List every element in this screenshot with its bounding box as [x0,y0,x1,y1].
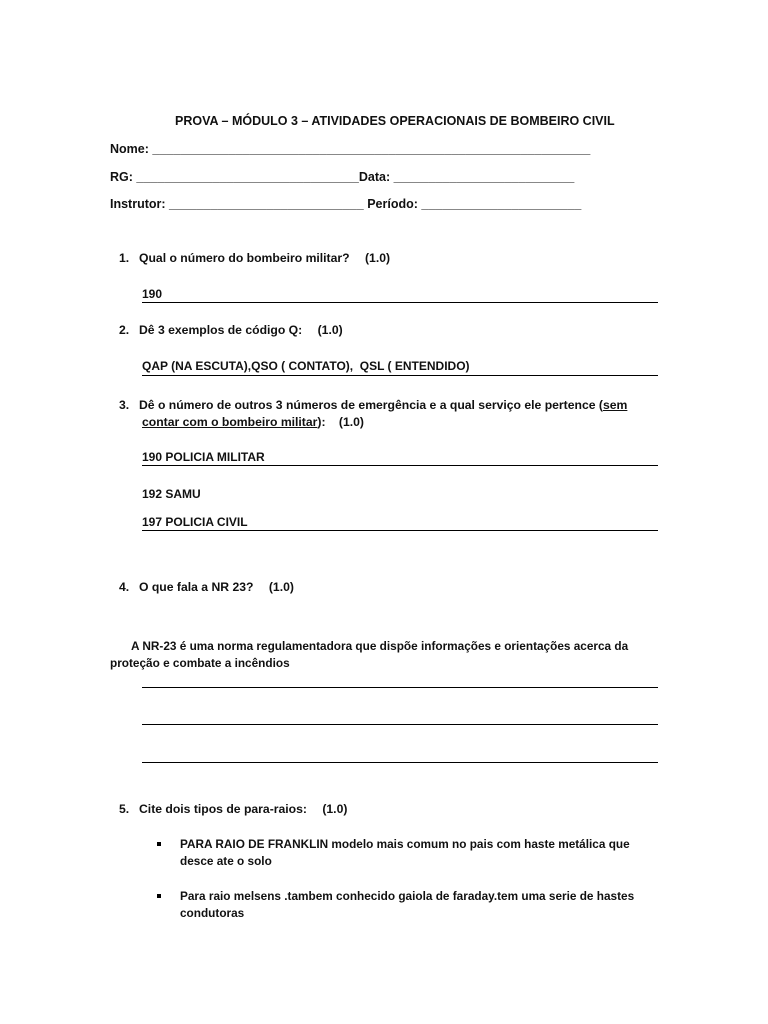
periodo-label: Período: [367,197,418,211]
question-number: 3. [119,398,130,412]
data-field: __________________________ [393,170,575,184]
question-points: (1.0) [322,802,348,816]
answer-3b: 192 SAMU [142,487,201,501]
bullet-1-line1: PARA RAIO DE FRANKLIN modelo mais comum no pais com haste metálica que [180,837,630,851]
question-number: 1. [119,251,130,265]
answer-2: QAP (NA ESCUTA),QSO ( CONTATO), QSL ( ENTENDIDO) [142,359,470,373]
rg-data-row [110,170,574,184]
page-title: PROVA – MÓDULO 3 – ATIVIDADES OPERACIONAIS DE BOMBEIRO CIVIL [175,114,615,128]
question-text-rest: ): [317,415,326,429]
question-text-underlined: sem [602,398,628,412]
answer-3c: 197 POLICIA CIVIL [142,515,248,529]
bullet-2-line2: condutoras [180,906,245,920]
question-points: (1.0) [268,580,294,594]
question-text: Qual o número do bombeiro militar? [139,251,350,265]
question-5 [119,802,347,816]
answer-4-line1: A NR-23 é uma norma regulamentadora que dispõe informações e orientações acerca da [131,639,629,653]
question-3-line2 [142,415,364,429]
bullet-icon [157,842,161,846]
instrutor-label: Instrutor: [110,197,166,211]
rg-label: RG: [110,170,133,184]
question-text: Cite dois tipos de para-raios: [139,802,307,816]
answer-line [142,465,658,466]
bullet-2-line1: Para raio melsens .tambem conhecido gaiola de faraday.tem uma serie de hastes [180,889,635,903]
answer-line [142,375,658,376]
question-text-underlined: contar com o bombeiro militar [142,415,318,429]
question-text: O que fala a NR 23? [139,580,254,594]
bullet-icon [157,894,161,898]
answer-line [142,724,658,725]
answer-line [142,762,658,763]
answer-line [142,687,658,688]
nome-field: _______________________________________________________________ [152,142,591,156]
question-number: 5. [119,802,130,816]
answer-4-line2: proteção e combate a incêndios [110,656,290,670]
nome-row [110,142,590,156]
question-points: (1.0) [364,251,391,265]
answer-1: 190 [142,287,163,301]
answer-line [142,302,658,303]
nome-label: Nome: [110,142,149,156]
question-1 [119,251,390,265]
question-text-line1: Dê o número de outros 3 números de emergência e a qual serviço ele pertence ( [139,398,603,412]
periodo-field: _______________________ [421,197,582,211]
question-2 [119,323,343,337]
question-4 [119,580,294,594]
bullet-1-line2: desce ate o solo [180,854,272,868]
question-points: (1.0) [338,415,364,429]
data-label: Data: [358,170,391,184]
question-points: (1.0) [317,323,343,337]
question-number: 2. [119,323,130,337]
question-3 [119,398,627,412]
rg-field: ________________________________ [136,170,359,184]
question-number: 4. [119,580,130,594]
answer-line [142,530,658,531]
answer-3a: 190 POLICIA MILITAR [142,450,265,464]
instrutor-periodo-row [110,197,581,211]
instrutor-field: ____________________________ [169,197,364,211]
question-text: Dê 3 exemplos de código Q: [139,323,303,337]
